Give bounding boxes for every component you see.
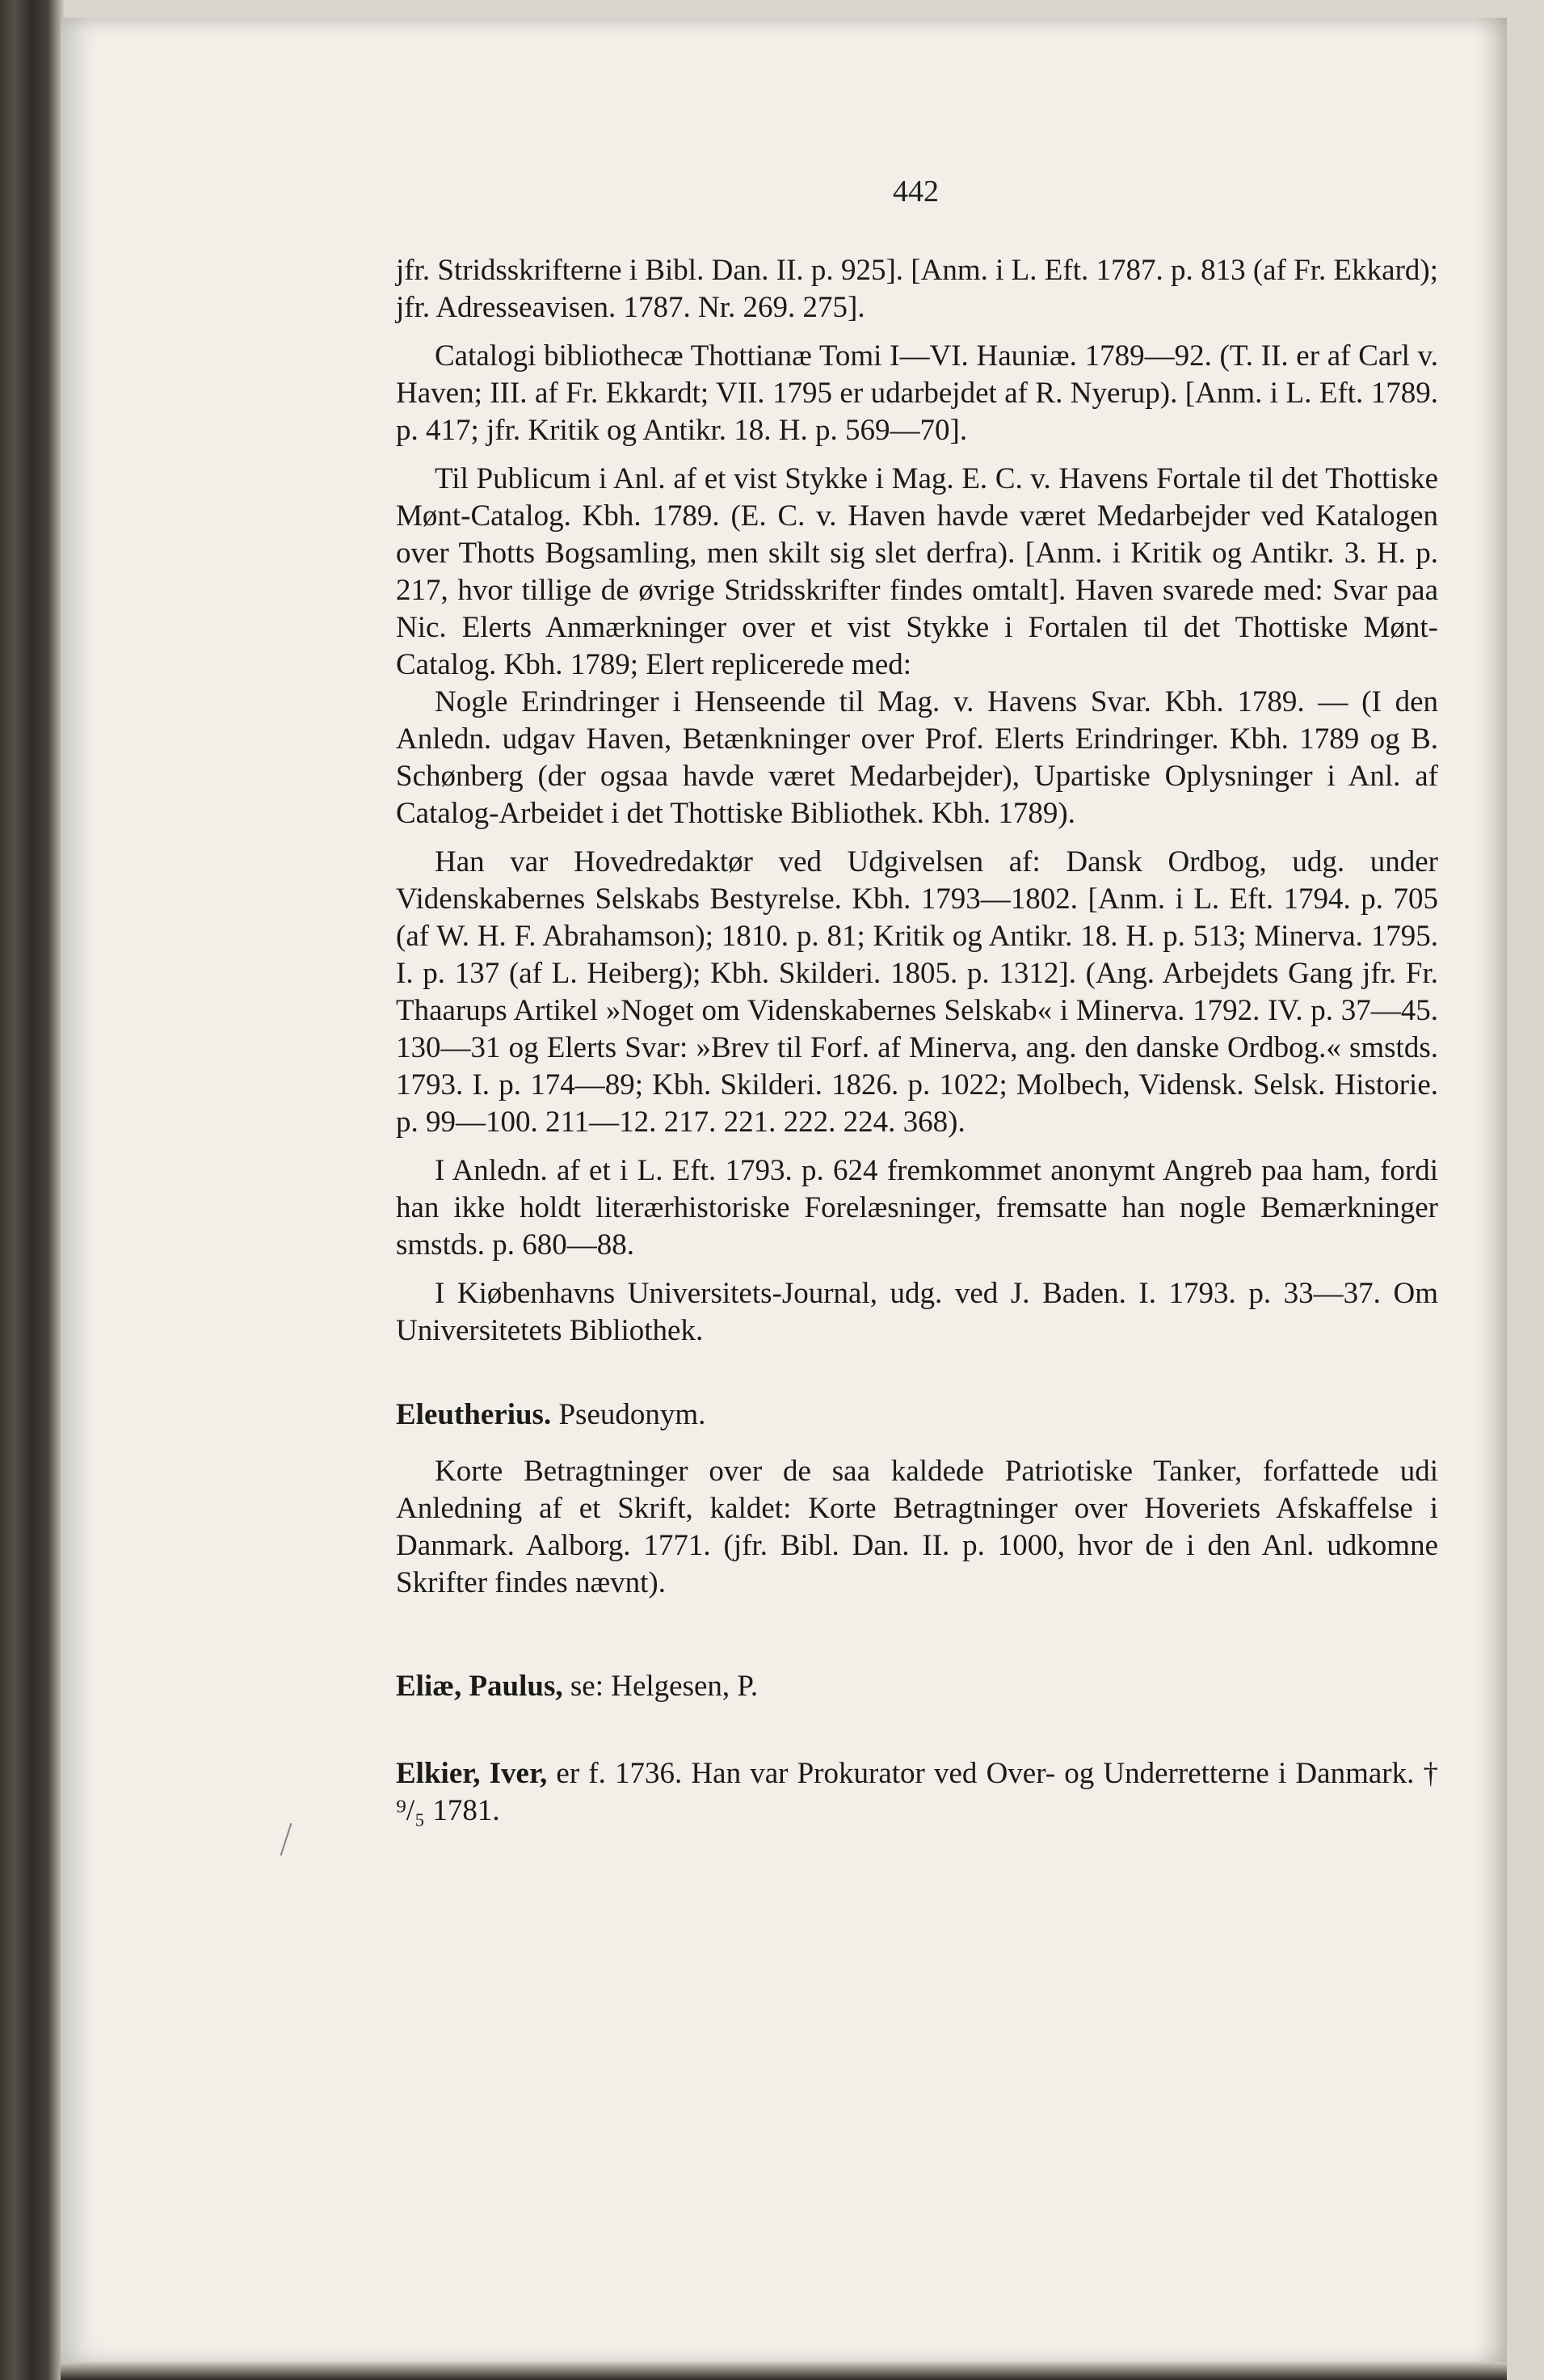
entry-name: Elkier, Iver, [396, 1757, 548, 1790]
paragraph-nogle-erindringer: Nogle Erindringer i Henseende til Mag. v. Havens Svar. Kbh. 1789. — (I den Anledn. udgav Haven, Betænkninger over Prof. Elerts Erindringer. Kbh. 1789 og B. Schønberg (der ogsaa havde været Medarbejder), Upartiske Oplysninger i Anl. af Catalog-Arbeidet i det Thottiske Bibliothek. Kbh. 1789). [396, 685, 1438, 830]
entry-text: er f. 1736. Han var Prokurator ved Over- og Underretterne i Danmark. † ⁹/₅ 1781. [396, 1757, 1438, 1827]
entry-cross-reference: se: Helgesen, P. [562, 1670, 759, 1703]
page-edge-shadow [1475, 18, 1507, 2365]
paragraph-continuation: jfr. Stridsskrifterne i Bibl. Dan. II. p. 925]. [Anm. i L. Eft. 1787. p. 813 (af Fr. Ekkard); jfr. Adresseavisen. 1787. Nr. 269. 275]. [396, 254, 1438, 324]
paragraph-til-publicum: Til Publicum i Anl. af et vist Stykke i Mag. E. C. v. Havens Fortale til det Thottiske Mønt-Catalog. Kbh. 1789. (E. C. v. Haven havde været Medarbejder ved Katalogen over Thotts Bogsamling, men skilt sig slet derfra). [Anm. i Kritik og Antikr. 3. H. p. 217, hvor tillige de øvrige Stridsskrifter findes omtalt]. Haven svarede med: Svar paa Nic. Elerts Anmærkninger over et vist Stykke i Fortalen til det Thottiske Mønt-Catalog. Kbh. 1789; Elert replicerede med: [396, 462, 1438, 681]
paragraph-universitets-journal: I Kiøbenhavns Universitets-Journal, udg. ved J. Baden. I. 1793. p. 33—37. Om Universitetets Bibliothek. [396, 1277, 1438, 1347]
paragraph-korte-betragtninger: Korte Betragtninger over de saa kaldede Patriotiske Tanker, forfattede udi Anledning af et Skrift, kaldet: Korte Betragtninger over Hoveriets Afskaffelse i Danmark. Aalborg. 1771. (jfr. Bibl. Dan. II. p. 1000, hvor de i den Anl. udkomne Skrifter findes nævnt). [396, 1455, 1438, 1599]
paragraph-anledn: I Anledn. af et i L. Eft. 1793. p. 624 fremkommet anonymt Angreb paa ham, fordi han ikke holdt literærhistoriske Forelæsninger, fremsatte han nogle Bemærkninger smstds. p. 680—88. [396, 1154, 1438, 1262]
entry-name: Eleutherius. [396, 1398, 552, 1431]
entry-heading-eliae [396, 1668, 1438, 1705]
page-body [396, 252, 1438, 1830]
entry-name: Eliæ, Paulus, [396, 1670, 563, 1703]
page-number: 442 [893, 175, 939, 209]
paragraph-hovedredaktor: Han var Hovedredaktør ved Udgivelsen af: Dansk Ordbog, udg. under Videnskabernes Selskabs Bestyrelse. Kbh. 1793—1802. [Anm. i L. Eft. 1794. p. 705 (af W. H. F. Abrahamson); 1810. p. 81; Kritik og Antikr. 18. H. p. 513; Minerva. 1795. I. p. 137 (af L. Heiberg); Kbh. Skilderi. 1805. p. 1312]. (Ang. Arbejdets Gang jfr. Fr. Thaarups Artikel »Noget om Videnskabernes Selskab« i Minerva. 1792. IV. p. 37—45. 130—31 og Elerts Svar: »Brev til Forf. af Minerva, ang. den danske Ordbog.« smstds. 1793. I. p. 174—89; Kbh. Skilderi. 1826. p. 1022; Molbech, Vidensk. Selsk. Historie. p. 99—100. 211—12. 217. 221. 222. 224. 368). [396, 845, 1438, 1139]
pencil-mark [280, 1823, 292, 1856]
entry-descriptor: Pseudonym. [551, 1398, 706, 1431]
entry-heading-eleutherius [396, 1396, 1438, 1434]
paragraph-catalogi: Catalogi bibliothecæ Thottianæ Tomi I—VI. Hauniæ. 1789—92. (T. II. er af Carl v. Haven; III. af Fr. Ekkardt; VII. 1795 er udarbejdet af R. Nyerup). [Anm. i L. Eft. 1789. p. 417; jfr. Kritik og Antikr. 18. H. p. 569—70]. [396, 339, 1438, 447]
page-bottom-edge [61, 2362, 1507, 2380]
entry-elkier [396, 1755, 1438, 1830]
